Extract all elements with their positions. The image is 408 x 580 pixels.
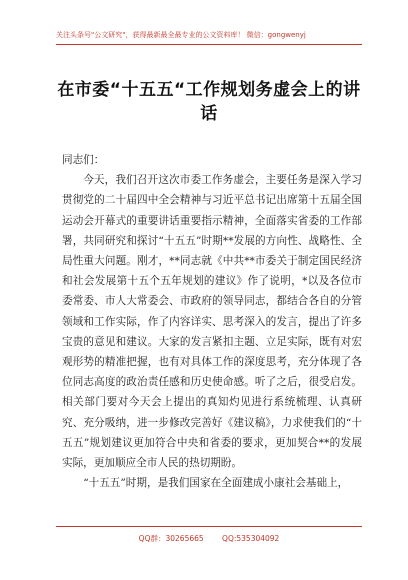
paragraph-2: “十五五”时期，是我们国家在全面建成小康社会基础上， (83, 477, 349, 490)
header-note: 关注头条号"公文研究"，获得最新最全最专业的公文资料库！ 微信：gongwenyj (56, 31, 306, 39)
document-body (62, 150, 362, 493)
footer-qq: QQ:535304092 (222, 534, 280, 543)
footer-qq-group: QQ群：30265665 (138, 534, 204, 543)
footer-divider (56, 526, 362, 527)
salutation: 同志们： (62, 154, 105, 166)
header-divider (56, 44, 362, 45)
footer (56, 533, 362, 544)
paragraph-1: 今天，我们召开这次市委工作务虚会，主要任务是深入学习贯彻党的二十届四中全会精神与习近平总书记出席第十五届全国运动会开幕式的重要讲话重要指示精神，全面落实省委的工作部署，共同研究和探讨“十五五”时期**发展的方向性、战略性、全局性重大问题。刚才，**同志就《中共**市委关于制定国民经济和社会发展第十五个五年规划的建议》作了说明，*以及各位市委常委、市人大常委会、市政府的领导同志，都结合各自的分管领域和工作实际，作了内容详实、思考深入的发言，提出了许多宝贵的意见和建议。大家的发言紧扣主题、立足实际，既有对宏观形势的精准把握，也有对具体工作的深度思考，充分体现了各位同志高度的政治责任感和历史使命感。听了之后，很受启发。相关部门要对今天会上提出的真知灼见进行系统梳理、认真研究、充分吸纳，进一步修改完善好《建议稿》，力求使我们的“十五五”规划建议更加符合中央和省委的要求，更加契合**的发展实际，更加顺应全市人民的热切期盼。 (62, 174, 362, 470)
document-title: 在市委“十五五“工作规划务虚会上的讲话 (57, 80, 361, 124)
